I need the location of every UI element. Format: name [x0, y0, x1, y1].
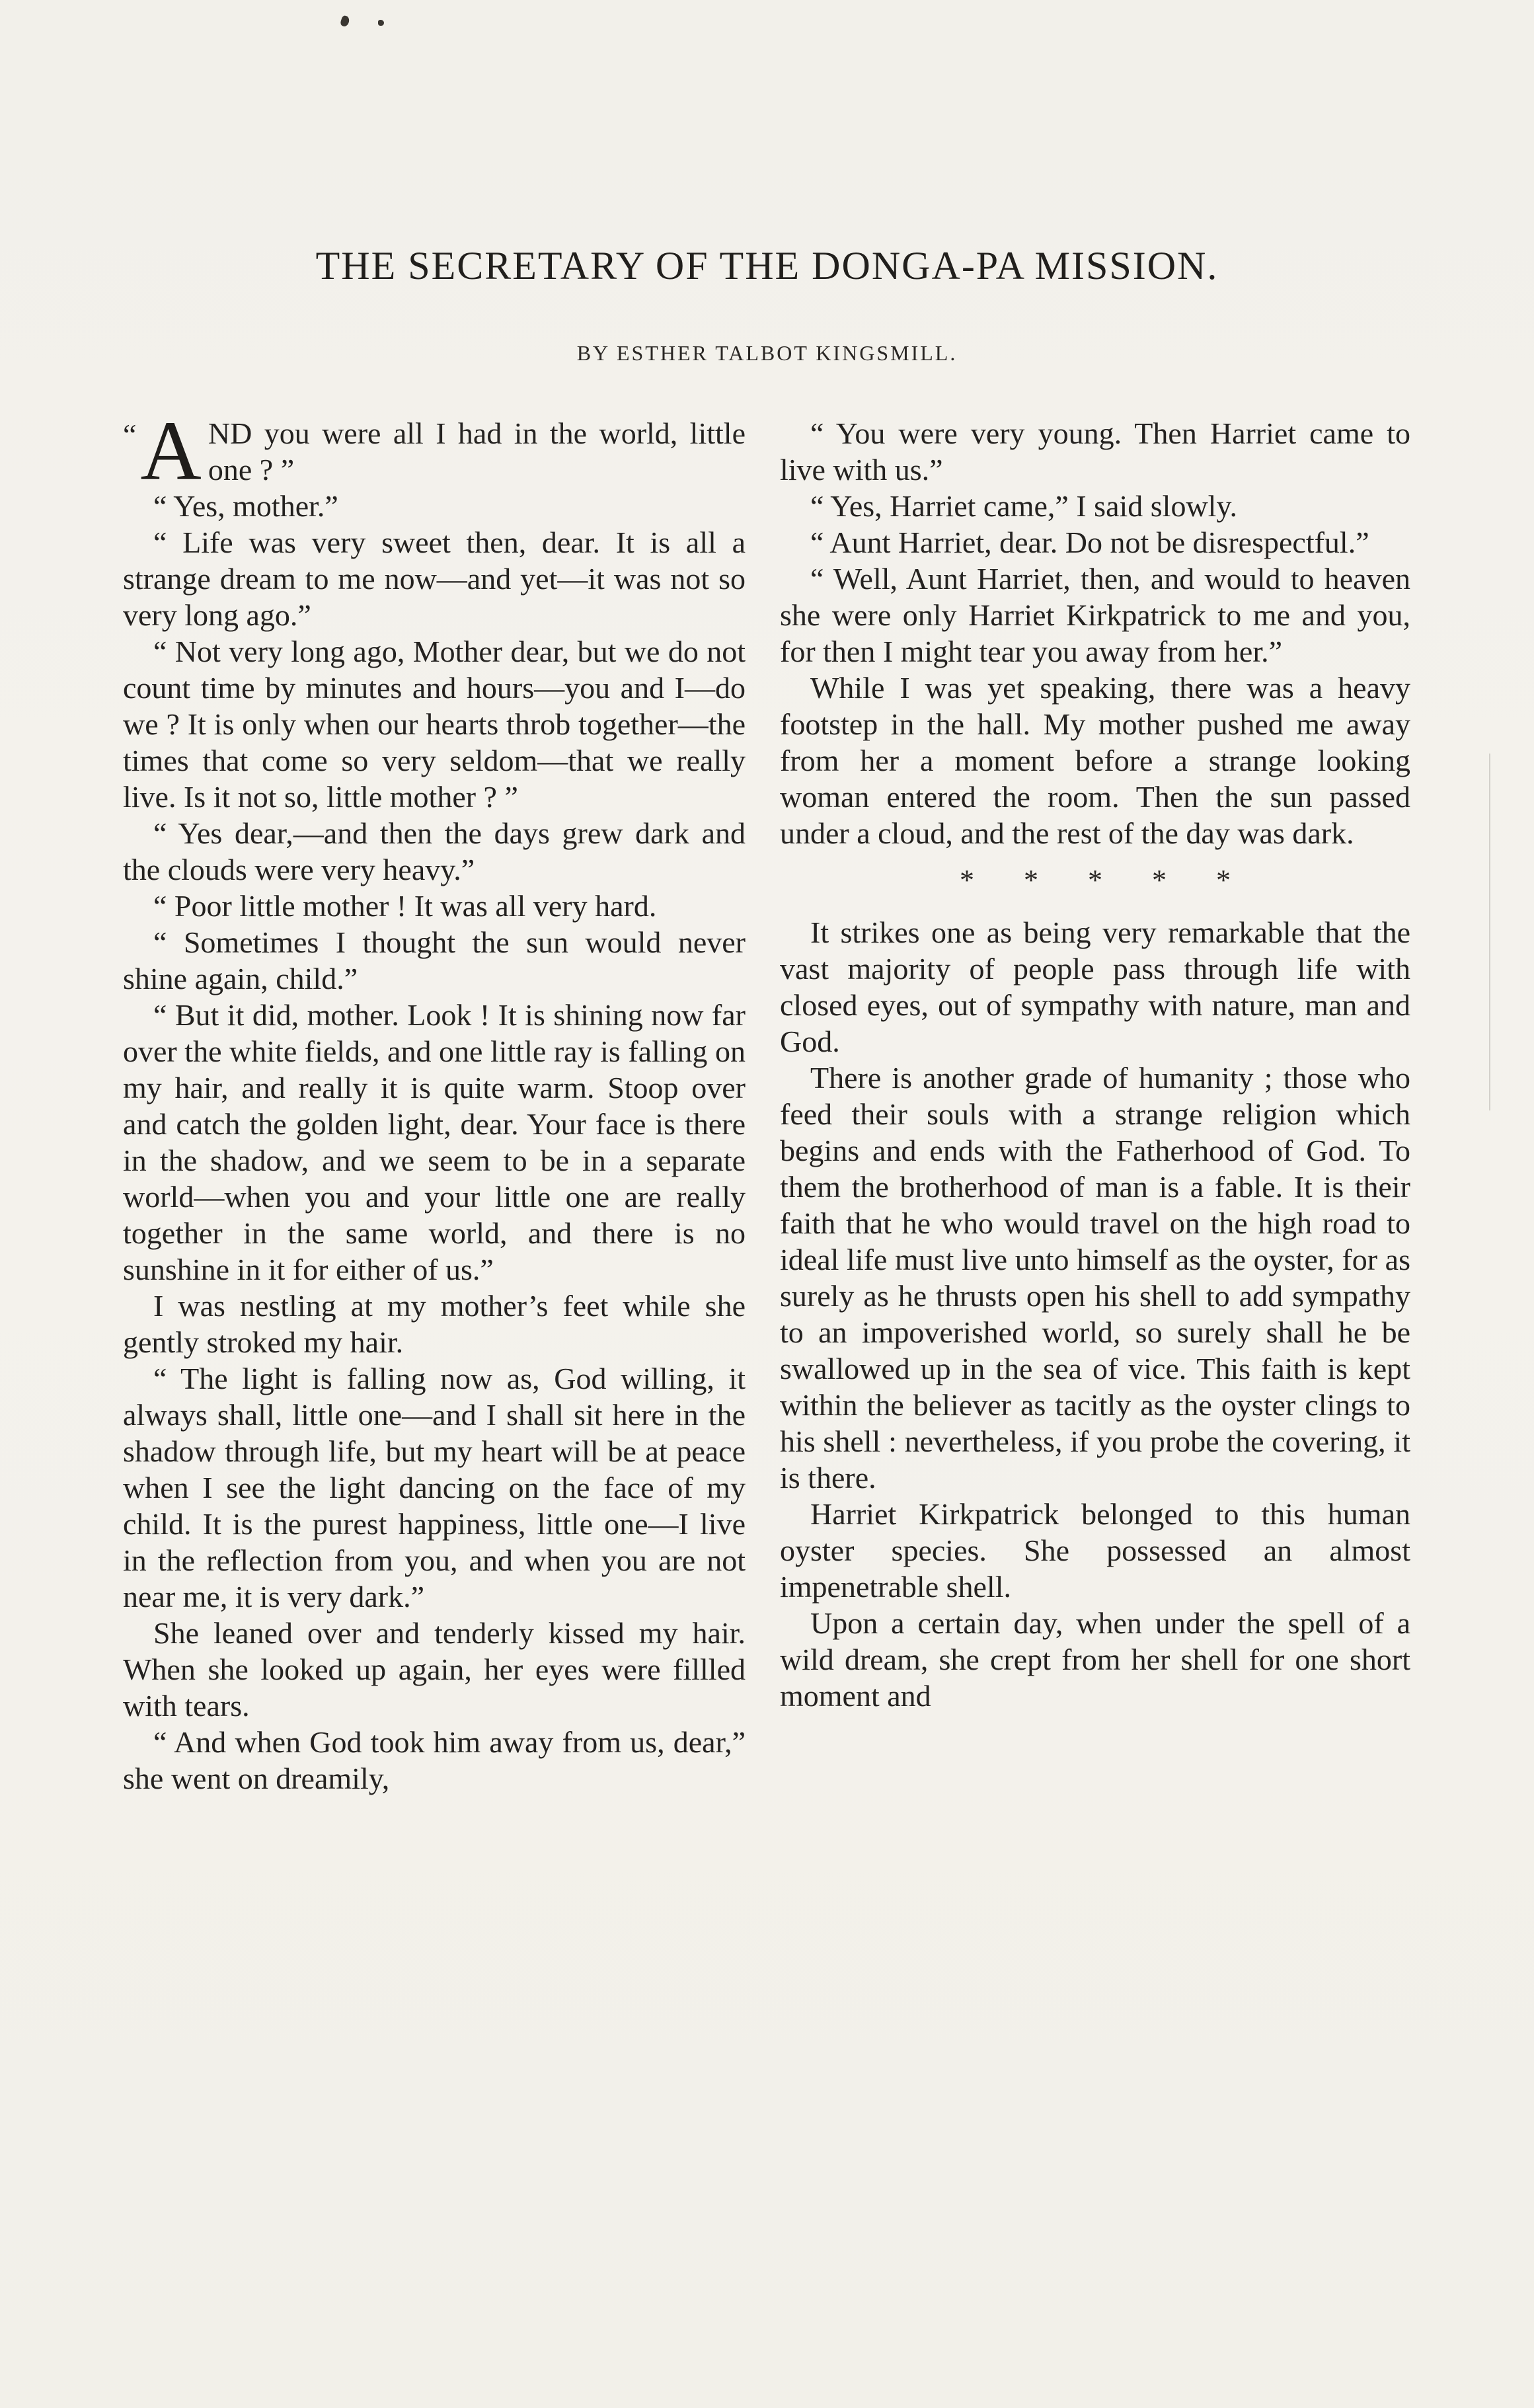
paragraph: “ Poor little mother ! It was all very hard.: [153, 889, 657, 923]
right-paragraphs-top: [780, 415, 1410, 851]
scan-artifact: [378, 20, 384, 26]
paragraph: “ Yes, mother.”: [153, 489, 338, 523]
paragraph: “ The light is falling now as, God willing, it always shall, little one—and I shall sit here in the shadow through life, but my heart will be at peace when I see the light dancing on the face of my child. It is the purest happiness, little one—I live in the reflection from you, and when you are not near me, it is very dark.”: [123, 1362, 746, 1613]
paragraph: “ Not very long ago, Mother dear, but we do not count time by minutes and hours—you and I—do we ? It is only when our hearts throb together—the times that come so very seldom—that we really live. Is it not so, little mother ? ”: [123, 635, 746, 814]
opening-text: ND you were all I had in the world, little one ? ”: [208, 416, 746, 486]
byline: BY ESTHER TALBOT KINGSMILL.: [576, 341, 958, 365]
scan-edge-line: [1489, 754, 1490, 1110]
paragraph: “ And when God took him away from us, dear,” she went on dreamily,: [123, 1725, 746, 1795]
right-column: [780, 415, 1410, 1714]
paragraph: “ Aunt Harriet, dear. Do not be disrespectful.”: [810, 525, 1369, 559]
paragraph: Upon a certain day, when under the spell of a wild dream, she crept from her shell for one short moment and: [780, 1606, 1410, 1713]
paragraph: “ Yes dear,—and then the days grew dark and the clouds were very heavy.”: [123, 816, 746, 886]
paragraph: It strikes one as being very remarkable that the vast majority of people pass through life with closed eyes, out of sympathy with nature, man and God.: [780, 915, 1410, 1058]
left-column: [123, 404, 746, 1797]
scan-artifact: [340, 15, 350, 28]
page-title: THE SECRETARY OF THE DONGA-PA MISSION.: [315, 244, 1219, 288]
section-separator: * * * * *: [960, 864, 1231, 896]
paragraph: “ You were very young. Then Harriet came to live with us.”: [780, 416, 1410, 486]
paragraph: “ Life was very sweet then, dear. It is all a strange dream to me now—and yet—it was not so very long ago.”: [123, 525, 746, 632]
paragraph: There is another grade of humanity ; those who feed their souls with a strange religion which begins and ends with the Fatherhood of God. To them the brotherhood of man is a fable. It is their faith that he who would travel on the high road to ideal life must live unto himself as the oyster, for as surely as he thrusts open his shell to add sympathy to an impoverished world, so surely shall he be swallowed up in the sea of vice. This faith is kept within the believer as tacitly as the oyster clings to his shell : nevertheless, if you probe the covering, it is there.: [780, 1061, 1410, 1495]
paragraph: Harriet Kirkpatrick belonged to this human oyster species. She possessed an almost impenetrable shell.: [780, 1497, 1410, 1604]
dropcap-quote: “: [123, 418, 137, 451]
left-paragraphs: [123, 488, 746, 1797]
paragraph: I was nestling at my mother’s feet while she gently stroked my hair.: [123, 1289, 746, 1359]
paragraph: “ Sometimes I thought the sun would never shine again, child.”: [123, 925, 746, 995]
paragraph: “ Yes, Harriet came,” I said slowly.: [810, 489, 1237, 523]
right-paragraphs-bottom: [780, 914, 1410, 1714]
paragraph: She leaned over and tenderly kissed my hair. When she looked up again, her eyes were fillled with tears.: [123, 1616, 746, 1723]
dropcap-letter: A: [140, 404, 202, 498]
paragraph: “ Well, Aunt Harriet, then, and would to heaven she were only Harriet Kirkpatrick to me and you, for then I might tear you away from her.”: [780, 562, 1410, 668]
paragraph: While I was yet speaking, there was a heavy footstep in the hall. My mother pushed me away from her a moment before a strange looking woman entered the room. Then the sun passed under a cloud, and the rest of the day was dark.: [780, 671, 1410, 850]
opening-paragraph: [123, 404, 746, 498]
paragraph: “ But it did, mother. Look ! It is shining now far over the white fields, and one little ray is falling on my hair, and really it is quite warm. Stoop over and catch the golden light, dear. Your face is there in the shadow, and we seem to be in a separate world—when you and your little one are really together in the same world, and there is no sunshine in it for either of us.”: [123, 998, 746, 1286]
